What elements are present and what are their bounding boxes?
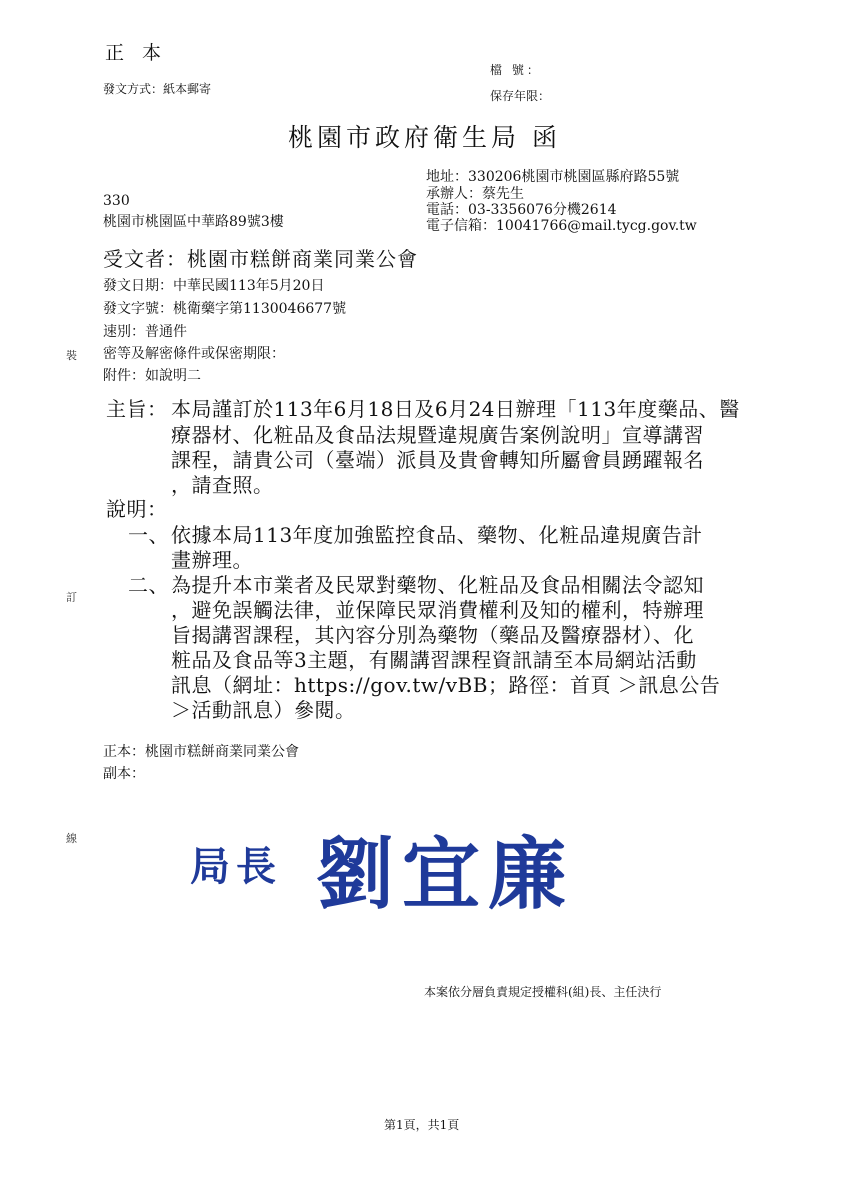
- sender-phone: 電話：03-3356076分機2614: [426, 202, 617, 218]
- line-mark: 線: [66, 832, 77, 845]
- send-method: 發文方式：紙本郵寄: [103, 82, 212, 96]
- subject-line-2: 療器材、化粧品及食品法規暨違規廣告案例說明」宣導講習: [171, 423, 704, 447]
- recipient-postal-code: 330: [103, 193, 130, 209]
- secrecy-level: 密等及解密條件或保密期限：: [103, 346, 285, 362]
- distribution-original: 正本：桃園市糕餅商業同業公會: [103, 744, 299, 760]
- explanation-item-1-line-2: 畫辦理。: [171, 548, 253, 572]
- explanation-item-number: 二、: [128, 573, 169, 597]
- document-number: 發文字號：桃衛藥字第1130046677號: [103, 301, 347, 317]
- priority: 速別：普通件: [103, 324, 187, 340]
- subject-line-3: 課程，請貴公司（臺端）派員及貴會轉知所屬會員踴躍報名: [171, 448, 704, 472]
- explanation-item-2-line-3: 旨揭講習課程，其內容分別為藥物（藥品及醫療器材）、化: [171, 623, 694, 647]
- original-copy-mark: 正 本: [105, 42, 168, 64]
- explanation-item-1-line-1: 依據本局113年度加強監控食品、藥物、化粧品違規廣告計: [171, 523, 703, 547]
- subject-line-1: 本局謹訂於113年6月18日及6月24日辦理「113年度藥品、醫: [171, 397, 740, 421]
- explanation-item-2-line-6: ＞活動訊息）參閱。: [171, 698, 356, 722]
- recipient-street-address: 桃園市桃園區中華路89號3樓: [103, 214, 284, 230]
- director-title-seal: 局長: [190, 843, 282, 890]
- file-number: 檔 號：: [490, 63, 542, 77]
- distribution-copy: 副本：: [103, 766, 145, 782]
- binding-mark: 裝: [66, 349, 77, 362]
- recipient: 受文者：桃園市糕餅商業同業公會: [103, 247, 418, 271]
- explanation-item-2-line-2: ，避免誤觸法律，並保障民眾消費權利及知的權利，特辦理: [171, 598, 704, 622]
- retention-period: 保存年限：: [490, 89, 551, 103]
- director-name-seal: 劉宜廉: [316, 829, 575, 920]
- page-number: 第1頁，共1頁: [384, 1118, 460, 1132]
- staple-mark: 訂: [66, 591, 77, 604]
- explanation-item-2-line-4: 粧品及食品等3主題，有關講習課程資訊請至本局網站活動: [171, 648, 697, 672]
- explanation-item-number: 一、: [128, 523, 169, 547]
- issue-date: 發文日期：中華民國113年5月20日: [103, 278, 325, 294]
- sender-email: 電子信箱：10041766@mail.tycg.gov.tw: [426, 218, 697, 234]
- subject-line-4: ，請查照。: [171, 473, 274, 497]
- subject-label: 主旨：: [106, 397, 168, 421]
- explanation-label: 說明：: [106, 497, 168, 521]
- explanation-item-2-line-5: 訊息（網址：https://gov.tw/vBB；路徑：首頁 ＞訊息公告: [171, 673, 721, 697]
- sender-address: 地址：330206桃園市桃園區縣府路55號: [426, 169, 680, 185]
- delegation-note: 本案依分層負責規定授權科(組)長、主任決行: [424, 985, 662, 999]
- explanation-item-2-line-1: 為提升本市業者及民眾對藥物、化粧品及食品相關法令認知: [171, 573, 704, 597]
- attachment: 附件：如說明二: [103, 368, 201, 384]
- document-title: 桃園市政府衛生局 函: [288, 123, 561, 152]
- sender-contact: 承辦人：蔡先生: [426, 186, 524, 202]
